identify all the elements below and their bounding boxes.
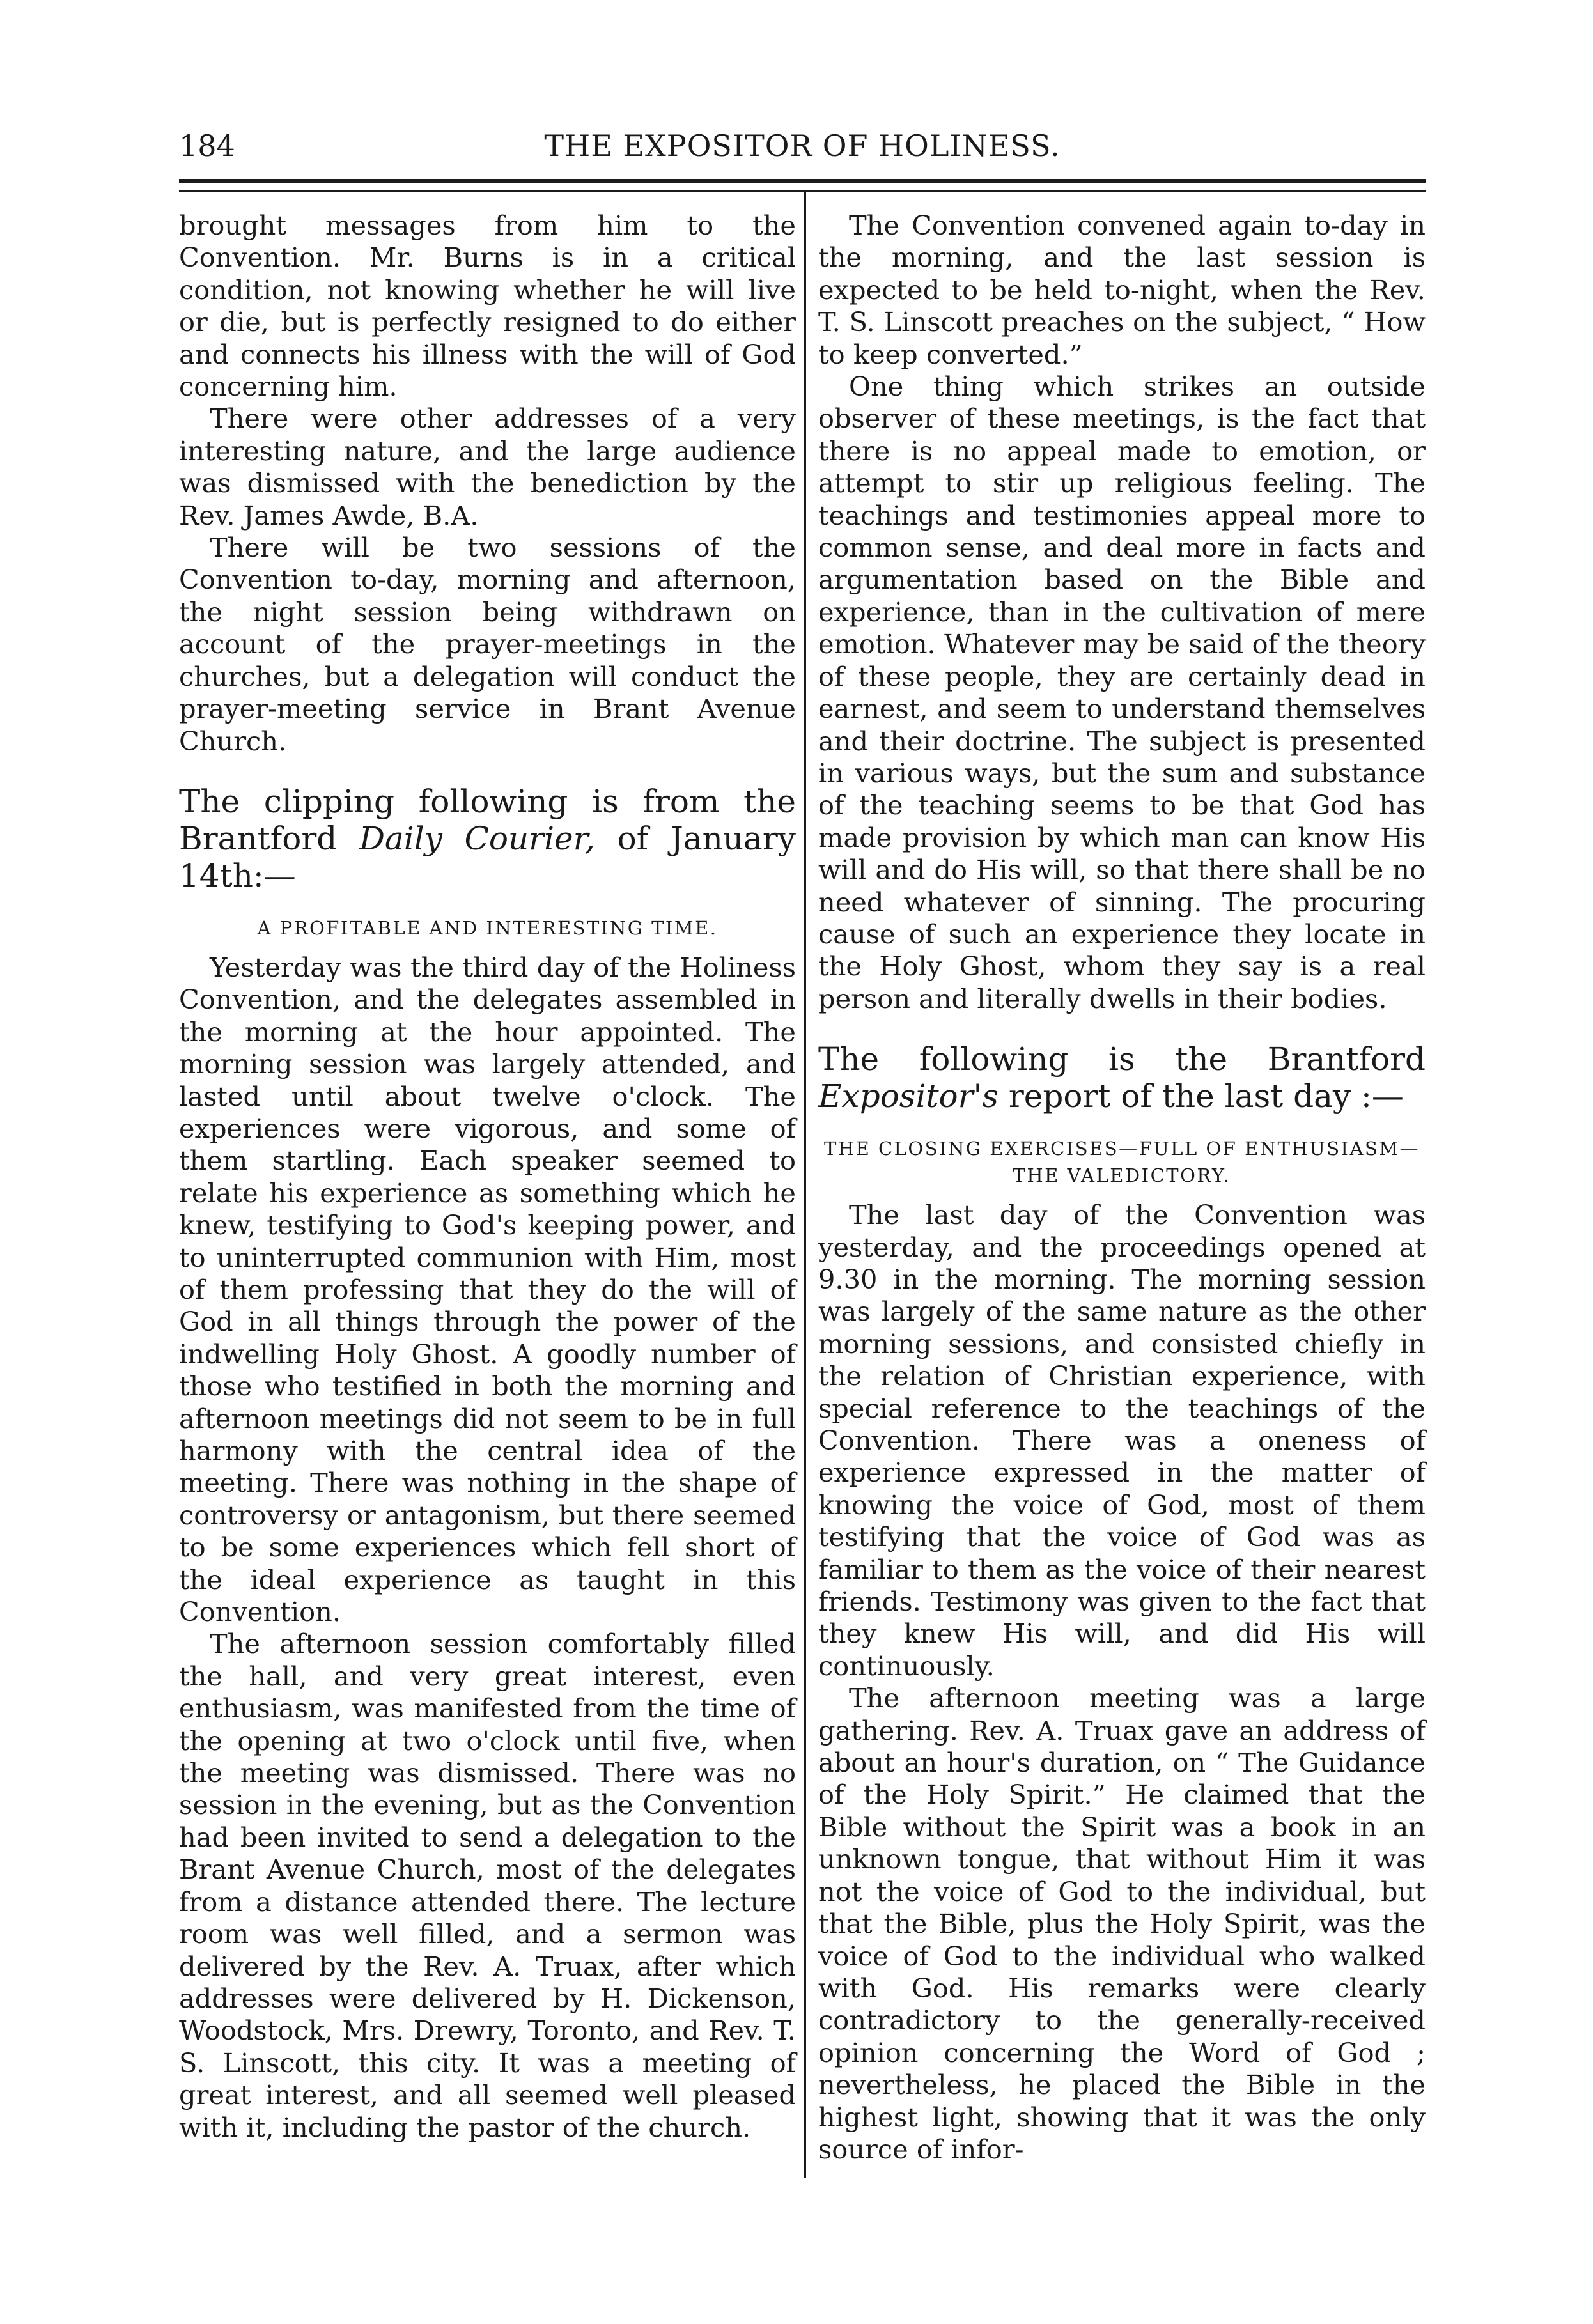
left-paragraph-3: There will be two sessions of the Convention to-day, morning and afternoon, the night session being withdrawn on account of the prayer-meetings in the churches, but a delegation will conduct the prayer-meeting service in Brant Avenue Church. (179, 532, 796, 757)
column-divider (804, 192, 806, 2178)
header-rule-thick (179, 179, 1426, 183)
right-paragraph-4: The afternoon meeting was a large gathering. Rev. A. Truax gave an address of about an hour's duration, on “ The Guidance of the Holy Spirit.” He claimed that the Bible without the Spirit was a book in an unknown tongue, that without Him it was not the voice of God to the individual, but that the Bible, plus the Holy Spirit, was the voice of God to the individual who walked with God. His remarks were clearly contradictory to the generally-received opinion concerning the Word of God ; nevertheless, he placed the Bible in the highest light, showing that it was the only source of infor- (818, 1682, 1426, 2165)
left-paragraph-5: The afternoon session comfortably filled the hall, and very great interest, even enthusiasm, was manifested from the time of the opening at two o'clock until five, when the meeting was dismissed. There was no session in the evening, but as the Convention had been invited to send a delegation to the Brant Avenue Church, most of the delegates from a distance attended there. The lecture room was well filled, and a sermon was delivered by the Rev. A. Truax, after which addresses were delivered by H. Dickenson, Woodstock, Mrs. Drewry, Toronto, and Rev. T. S. Linscott, this city. It was a meeting of great interest, and all seemed well pleased with it, including the pastor of the church. (179, 1628, 796, 2143)
report-intro-source: Expositor's (818, 1078, 999, 1115)
article-subheading: A PROFITABLE AND INTERESTING TIME. (257, 917, 718, 939)
right-paragraph-2: One thing which strikes an outside observer of these meetings, is the fact that there is no appeal made to emotion, or attempt to stir up religious feeling. The teachings and testimonies appeal more to common sense, and deal more in facts and argumentation based on the Bible and experience, than in the cultivation of mere emotion. Whatever may be said of the theory of these people, they are certainly dead in earnest, and seem to understand themselves and their doctrine. The subject is presented in various ways, but the sum and substance of the teaching seems to be that God has made provision by which man can know His will and do His will, so that there shall be no need whatever of sinning. The procuring cause of such an experience they locate in the Holy Ghost, whom they say is a real person and literally dwells in their bodies. (818, 371, 1426, 1014)
clipping-intro-source: Daily Courier, (359, 819, 595, 857)
left-paragraph-4: Yesterday was the third day of the Holiness Convention, and the delegates assembled in the morning at the hour appointed. The morning session was largely attended, and lasted until about twelve o'clock. The experiences were vigorous, and some of them startling. Each speaker seemed to relate his experience as something which he knew, testifying to God's keeping power, and to uninterrupted communion with Him, most of them professing that they do the will of God in all things through the power of the indwelling Holy Ghost. A goodly number of those who testified in both the morning and afternoon meetings did not seem to be in full harmony with the central idea of the meeting. There was nothing in the shape of controversy or antagonism, but there seemed to be some experiences which fell short of the ideal experience as taught in this Convention. (179, 951, 796, 1628)
left-paragraph-2: There were other addresses of a very interesting nature, and the large audience was dismissed with the benediction by the Rev. James Awde, B.A. (179, 403, 796, 531)
left-column (179, 210, 796, 2144)
report-subheading: THE CLOSING EXERCISES—FULL OF ENTHUSIASM—THE VALEDICTORY. (823, 1138, 1420, 1187)
clipping-intro-date: of January 14th:— (179, 819, 796, 894)
right-column (818, 210, 1426, 2165)
running-title: THE EXPOSITOR OF HOLINESS. (544, 128, 1061, 163)
right-paragraph-1: The Convention convened again to-day in the morning, and the last session is expected to be held to-night, when the Rev. T. S. Linscott preaches on the subject, “ How to keep converted.” (818, 210, 1426, 370)
clipping-intro-text: The clipping following is from the Brantford (179, 782, 796, 857)
report-intro (818, 1041, 1426, 1115)
left-paragraph-1: brought messages from him to the Convention. Mr. Burns is in a critical condition, not knowing whether he will live or die, but is perfectly resigned to do either and connects his illness with the will of God concerning him. (179, 210, 796, 403)
report-intro-text: The following is the Brantford (818, 1041, 1426, 1078)
report-intro-tail: report of the last day :— (1008, 1078, 1404, 1115)
header-rule-thin (179, 190, 1426, 192)
page-number: 184 (179, 128, 235, 163)
right-paragraph-3: The last day of the Convention was yesterday, and the proceedings opened at 9.30 in the morning. The morning session was largely of the same nature as the other morning sessions, and consisted chiefly in the relation of Christian experience, with special reference to the teachings of the Convention. There was a oneness of experience expressed in the matter of knowing the voice of God, most of them testifying that the voice of God was as familiar to them as the voice of their nearest friends. Testimony was given to the fact that they knew His will, and did His will continuously. (818, 1199, 1426, 1682)
clipping-intro (179, 783, 796, 894)
page-header (179, 120, 1426, 171)
